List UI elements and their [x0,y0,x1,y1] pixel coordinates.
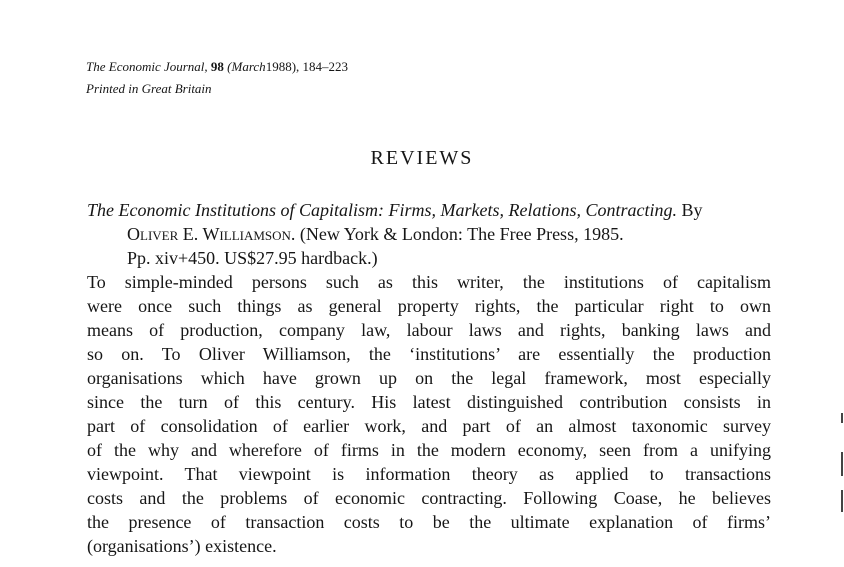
issue-month: (March [227,59,266,74]
body-line: viewpoint. That viewpoint is information theory as applied to transactions [87,464,771,484]
body-line: To simple-minded persons such as this writer, the institutions of capitalism [87,272,771,292]
book-title: The Economic Institutions of Capitalism: Firms, Markets, Relations, Contracting. [87,200,677,220]
citation-line [86,56,348,78]
body-line: organisations which have grown up on the legal framework, most especially [87,368,771,388]
volume-number: 98 [210,59,224,74]
review-body [87,270,771,558]
scan-edge-mark [841,490,843,512]
body-line: of the why and wherefore of firms in the modern economy, seen from a unifying [87,440,771,460]
by-label: By [676,200,703,220]
body-line: means of production, company law, labour laws and rights, banking laws and [87,320,771,340]
scan-edge-mark [841,413,843,423]
body-line: were once such things as general property rights, the particular right to own [87,296,771,316]
book-author: Oliver E. Williamson. [127,224,296,244]
year-pages: 1988), 184–223 [265,59,349,74]
body-line: part of consolidation of earlier work, and part of an almost taxonomic survey [87,416,771,436]
section-title: REVIEWS [370,147,474,169]
body-line: costs and the problems of economic contracting. Following Coase, he believes [87,488,771,508]
body-line: the presence of transaction costs to be the ultimate explanation of firms’ [87,512,771,532]
citation-line-3: Pp. xiv+450. US$27.95 hardback.) [127,248,378,268]
body-line: so on. To Oliver Williamson, the ‘institutions’ are essentially the production [87,344,771,364]
body-line: since the turn of this century. His latest distinguished contribution consists in [87,392,771,412]
journal-header [86,56,348,100]
scan-edge-mark [841,452,843,476]
citation-line-2 [87,222,771,246]
publisher-info: (New York & London: The Free Press, 1985. [295,224,624,244]
citation-line-1 [87,198,771,222]
printed-in: Printed in Great Britain [86,81,212,96]
book-citation [87,198,771,270]
journal-name: The Economic Journal, [86,59,208,74]
body-line: (organisations’) existence. [87,536,277,556]
